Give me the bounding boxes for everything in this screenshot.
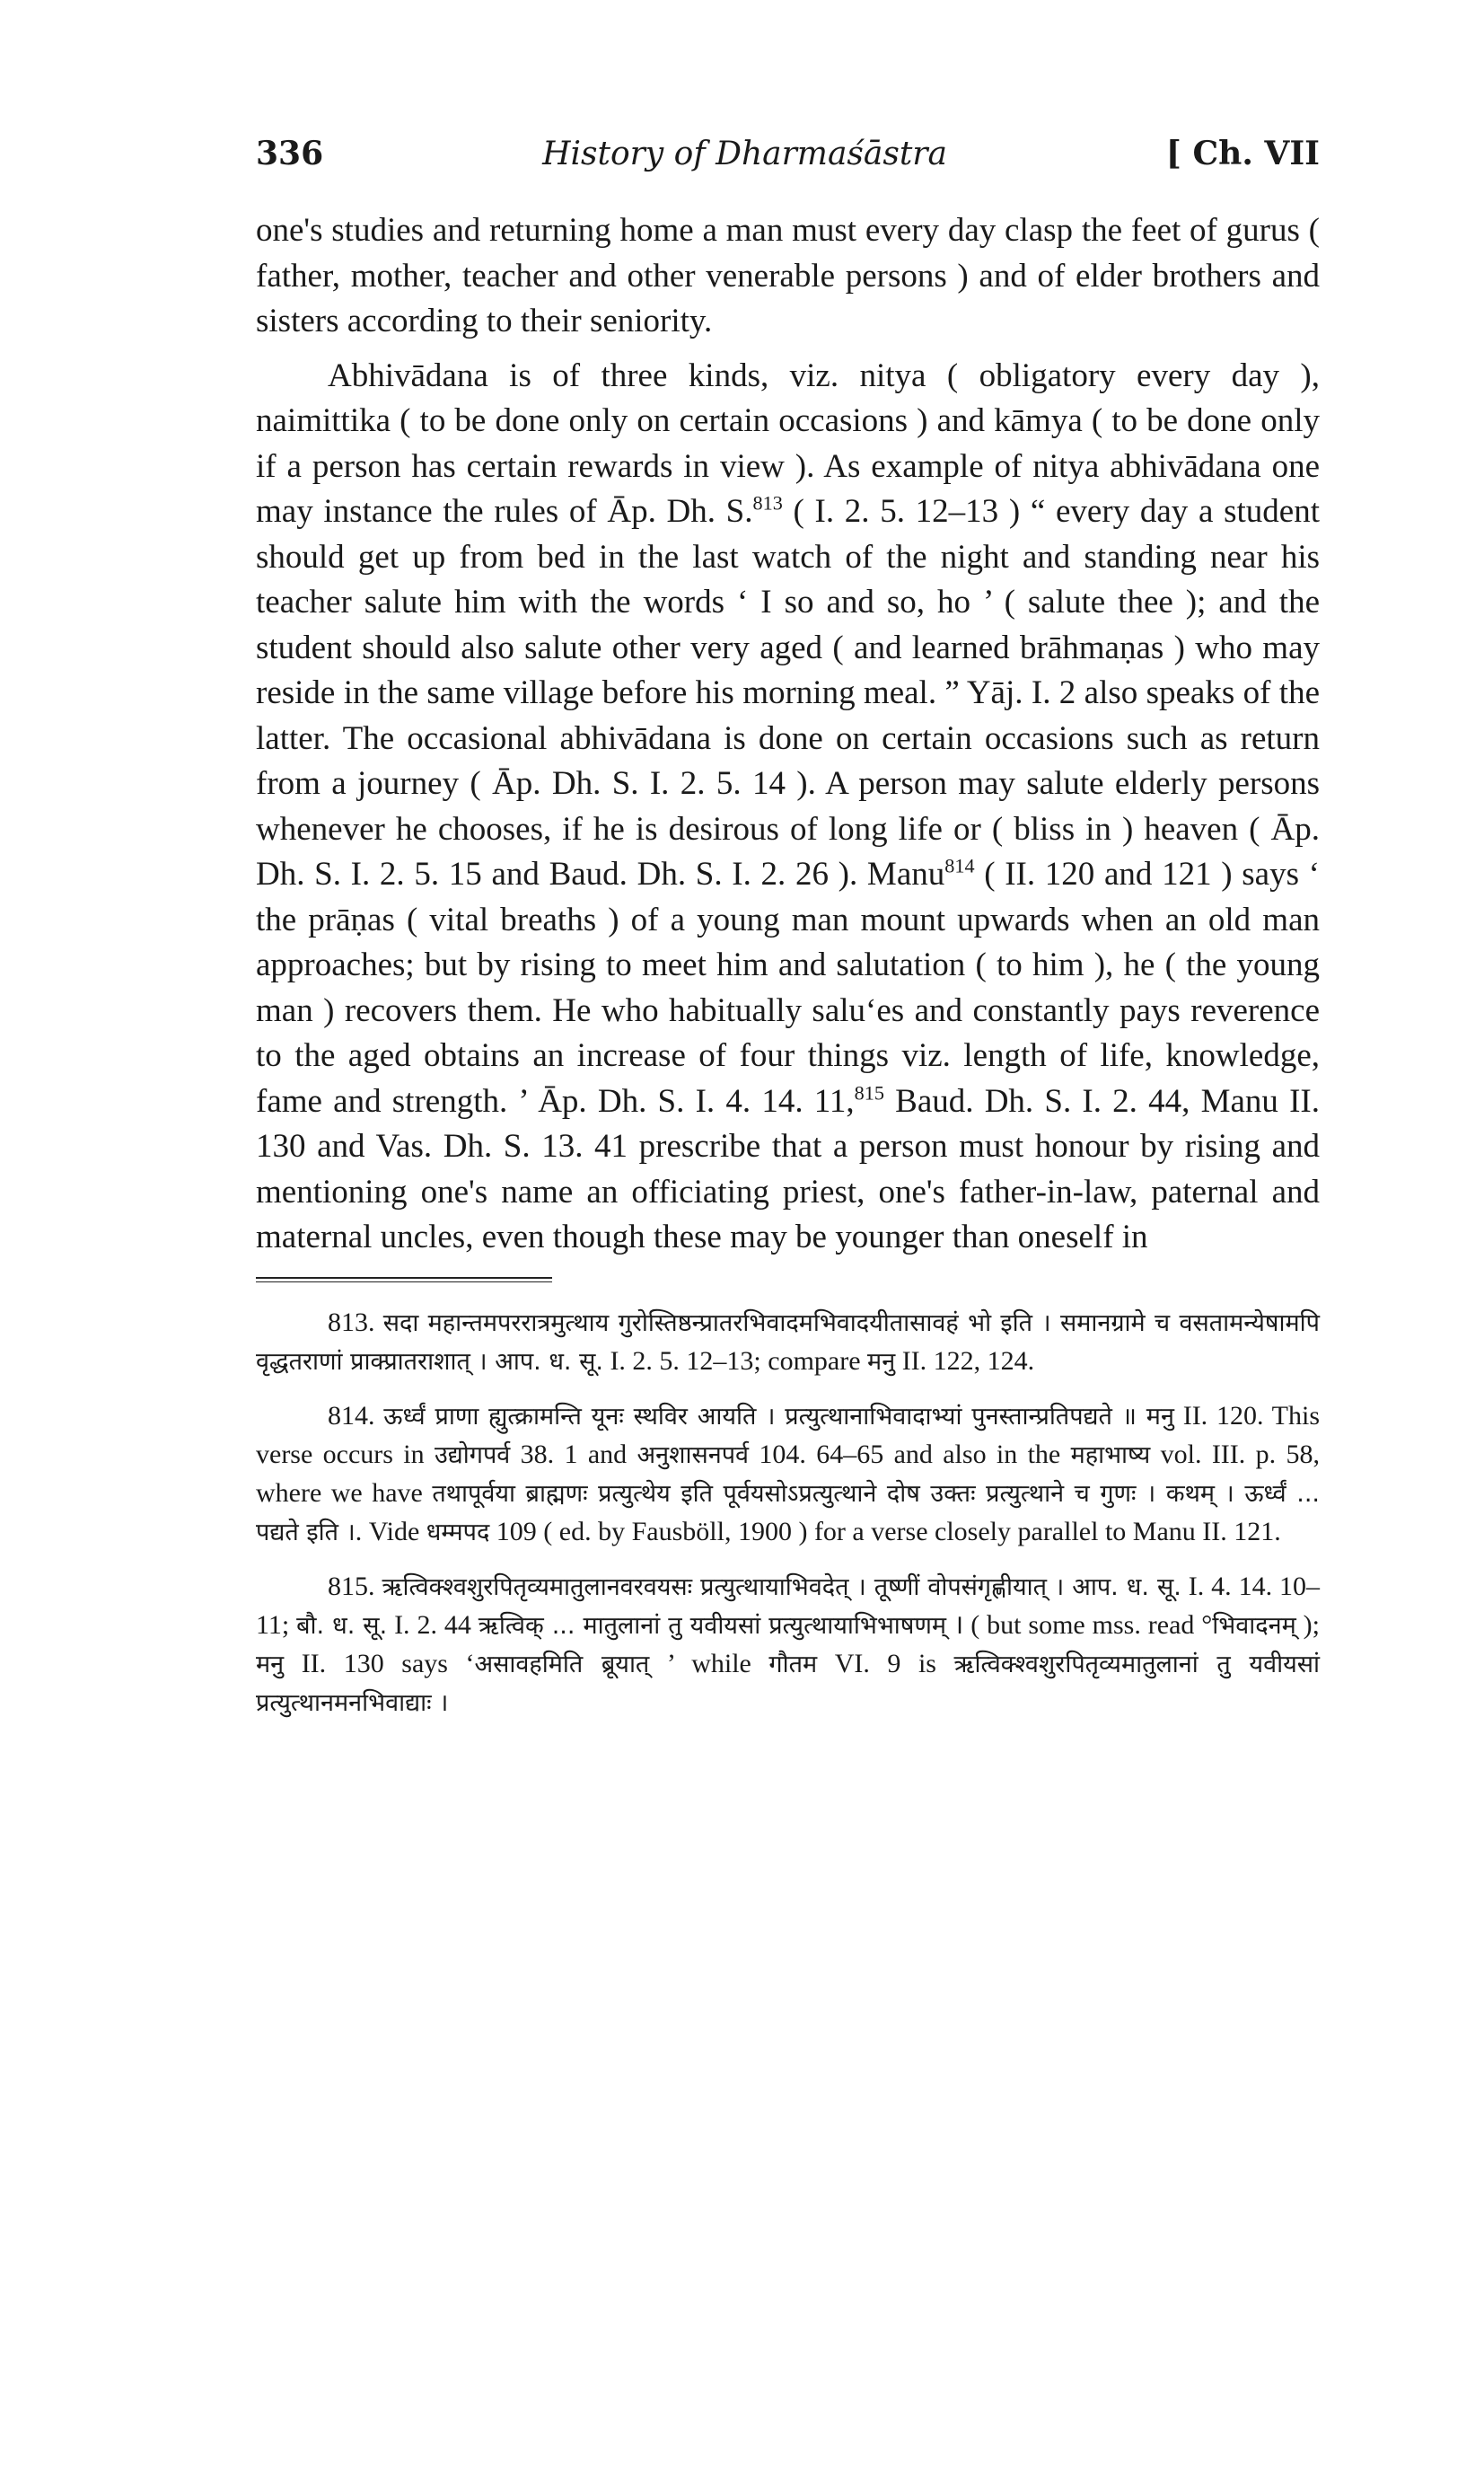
footnote-number: 815. — [328, 1571, 375, 1601]
text-run: Baud. Dh. S. I. 2. 44, Manu II. 130 and Vas. Dh. S. 13. 41 prescribe that a person must honour by rising and mentioning one's name an officiating priest, one's father-in-law, paternal and maternal uncles, even though these may be younger than oneself in — [256, 1082, 1320, 1255]
footnote-ref-815: 815 — [854, 1081, 884, 1105]
sanskrit-text: बौ. ध. सू. — [296, 1611, 388, 1640]
sanskrit-text: ऋत्विक्श्वशुरपितृव्यमातुलानवरवयसः प्रत्युत्थायाभिवदेत् । तूष्णीं वोपसंगृह्णीयात् । आप. ध. सू. — [382, 1572, 1181, 1601]
footnote-text: I. 2. 5. 12–13; compare — [602, 1345, 868, 1376]
text-run: also speaks of the latter. The occasional abhivādana is done on certain occasions such as return from a journey ( Āp. Dh. S. I. 2. 5. 14 ). A person may salute elderly persons whenever he chooses, if he is desirous of long life or ( bliss in ) heaven ( Āp. Dh. S. I. 2. 5. 15 and Baud. Dh. S. I. 2. 26 ). Manu — [256, 674, 1320, 893]
footnote-ref-814: 814 — [944, 854, 975, 877]
footnote-text: 104. 64–65 and also in the — [749, 1439, 1071, 1469]
footnote-text: . Vide — [355, 1516, 426, 1546]
sanskrit-text: मनु — [867, 1347, 896, 1376]
footnote-text: II. 120. This verse occurs in — [256, 1400, 1320, 1469]
footnote-814 — [256, 1397, 1320, 1552]
chapter-label: [ Ch. VII — [1165, 135, 1320, 172]
sanskrit-text: ऋत्विक् ... मातुलानां तु यवीयसां प्रत्युत्थायाभिभाषणम् — [478, 1611, 947, 1640]
sanskrit-text: मनु — [256, 1650, 285, 1678]
footnote-text: II. 122, 124. — [895, 1345, 1035, 1376]
footnotes — [256, 1304, 1320, 1722]
main-text — [256, 208, 1320, 1261]
paragraph-1: one's studies and returning home a man must every day clasp the feet of gurus ( father, mother, teacher and other venerable persons ) and of elder brothers and sisters according to their seniority. — [256, 212, 1320, 339]
sanskrit-text: उद्योगपर्व — [434, 1440, 511, 1469]
paragraph-2 — [256, 354, 1320, 1261]
footnote-text: I. 2. 44 — [387, 1609, 479, 1640]
text-run: ( I. 2. 5. 12–13 ) “ every day a student should get up from bed in the last watch of the night and standing near his teacher salute him with the words ‘ I so and so, ho ’ ( salute thee ); and the student should also salute other very aged ( and learned brāhmaṇas ) who may reside in the same village before his morning meal. ” Yāj. I. 2 — [256, 493, 1320, 711]
book-page — [256, 135, 1320, 1739]
footnote-text: VI. 9 is — [817, 1648, 954, 1678]
sanskrit-text: धम्मपद — [426, 1518, 490, 1546]
sanskrit-text: तथापूर्वया ब्राह्मणः प्रत्युत्थेय इति पूर्वयसोऽप्रत्युत्थाने दोष उक्तः प्रत्युत्थाने च गुणः । कथम् । ऊर्ध्वं ... पद्यते इति । — [256, 1479, 1320, 1546]
sanskrit-text: ऋत्विक्श्वशुरपितृव्यमातुलानां तु यवीयसां प्रत्युत्थानमनभिवाद्याः । — [256, 1650, 1320, 1717]
footnote-text: I. 4. 14. 10–11; — [256, 1571, 1321, 1640]
sanskrit-text: असावहमिति ब्रूयात् — [474, 1650, 650, 1678]
footnote-number: 814. — [328, 1400, 375, 1431]
footnote-text: 109 ( ed. by Fausböll, 1900 ) for a verse closely parallel to Manu II. 121. — [489, 1516, 1281, 1546]
sanskrit-text: अनुशासनपर्व — [637, 1440, 750, 1469]
footnote-text: 38. 1 and — [510, 1439, 637, 1469]
sanskrit-text: गौतम — [768, 1650, 818, 1678]
footnote-text: ’ while — [649, 1648, 769, 1678]
footnote-number: 813. — [328, 1307, 375, 1337]
page-number: 336 — [256, 135, 324, 172]
running-head — [256, 135, 1320, 172]
sanskrit-text: ऊर्ध्वं प्राणा ह्युत्क्रामन्ति यूनः स्थविर आयति । प्रत्युत्थानाभिवादाभ्यां पुनस्तान्प्रतिपद्यते ॥ मनु — [383, 1402, 1174, 1431]
sanskrit-text: भिवादनम् — [1212, 1611, 1296, 1640]
footnote-divider — [256, 1277, 552, 1282]
footnote-815 — [256, 1568, 1320, 1722]
book-title: History of Dharmaśāstra — [542, 136, 947, 172]
footnote-text: । ( but some mss. read ° — [946, 1609, 1213, 1640]
footnote-text: II. 130 says ‘ — [284, 1648, 475, 1678]
text-run: ( II. 120 and 121 ) says ‘ the prāṇas ( vital breaths ) of a young man mount upwards when an old man approaches; but by rising to meet him and salutation ( to him ), he ( the young man ) recovers them. He who habitually salu‘es and constantly pays reverence to the aged obtains an increase of four things viz. length of life, knowledge, fame and strength. ’ Āp. Dh. S. I. 4. 14. 11, — [256, 856, 1321, 1120]
footnote-text: ); — [1295, 1609, 1320, 1640]
footnote-text: vol. III. p. 58, where we have — [256, 1439, 1320, 1508]
text-run: Abhivādana is of three kinds, viz. nitya ( obligatory every day ), naimittika ( to be done only on certain occasions ) and kāmya ( to be done only if a person has certain rewards in view ). As example of nitya abhivādana one may instance the rules of Āp. Dh. S. — [256, 357, 1320, 530]
footnote-813 — [256, 1304, 1320, 1381]
footnote-ref-813: 813 — [752, 491, 783, 515]
sanskrit-text: सदा महान्तमपररात्रमुत्थाय गुरोस्तिष्ठन्प्रातरभिवादमभिवादयीतासावहं भो इति । समानग्रामे च वसतामन्येषामपि वृद्धतराणां प्राक्प्रातराशात् । आप. ध. सू. — [256, 1308, 1320, 1376]
sanskrit-text: महाभाष्य — [1070, 1440, 1151, 1469]
